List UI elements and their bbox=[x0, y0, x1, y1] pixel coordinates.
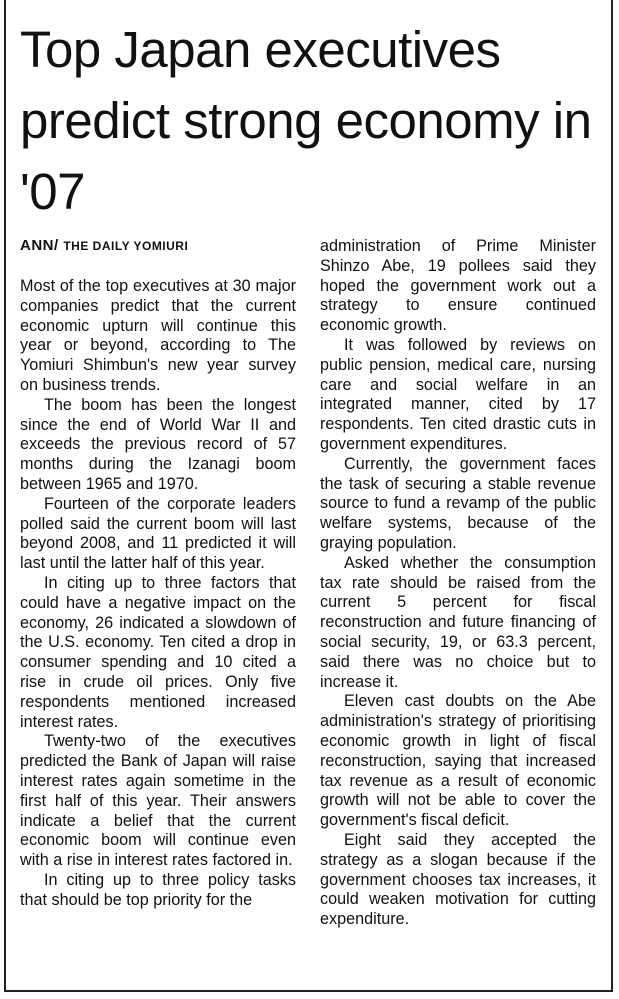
paragraph: It was followed by reviews on public pension, medical care, nursing care and social welfare in an integrated manner, cited by 17 respondents. Ten cited drastic cuts in government expenditures. bbox=[320, 335, 596, 453]
paragraph: Twenty-two of the executives predicted the Bank of Japan will raise interest rates again sometime in the first half of this year. Their answers indicate a belief that the current economic boom will continue even with a rise in interest rates factored in. bbox=[20, 732, 296, 870]
left-column bbox=[20, 277, 296, 911]
bottom-border-rule bbox=[4, 990, 613, 992]
paragraph: Eleven cast doubts on the Abe administration's strategy of prioritising economic growth in light of fiscal reconstruction, saying that increased tax revenue as a result of economic growth will not be able to cover the government's fiscal deficit. bbox=[320, 692, 596, 830]
byline-source: THE DAILY YOMIURI bbox=[63, 239, 189, 253]
paragraph: Most of the top executives at 30 major companies predict that the current economic upturn will continue this year or beyond, according to The Yomiuri Shimbun's new year survey on business trends. bbox=[20, 277, 296, 394]
paragraph: Eight said they accepted the strategy as a slogan because if the government chooses tax increases, it could weaken motivation for cutting expenditure. bbox=[320, 830, 596, 929]
right-column bbox=[320, 237, 596, 930]
paragraph: The boom has been the longest since the end of World War II and exceeds the previous record of 57 months during the Izanagi boom between 1965 and 1970. bbox=[20, 395, 296, 493]
left-border-rule bbox=[4, 0, 6, 992]
paragraph: Fourteen of the corporate leaders polled said the current boom will last beyond 2008, and 11 predicted it will last until the latter half of this year. bbox=[20, 494, 296, 573]
byline-prefix: ANN/ bbox=[20, 237, 64, 254]
paragraph: administration of Prime Minister Shinzo Abe, 19 pollees said they hoped the government work out a strategy to ensure continued economic growth. bbox=[320, 237, 596, 335]
paragraph: In citing up to three policy tasks that should be top priority for the bbox=[20, 870, 296, 909]
right-border-rule bbox=[611, 0, 613, 992]
paragraph: Asked whether the consumption tax rate should be raised from the current 5 percent for fiscal reconstruction and future financing of social security, 19, or 63.3 percent, said there was no choice but to increase it. bbox=[320, 553, 596, 691]
paragraph: Currently, the government faces the task of securing a stable revenue source to fund a revamp of the public welfare systems, because of the graying population. bbox=[320, 454, 596, 552]
headline: Top Japan executives predict strong economy in '07 bbox=[20, 21, 592, 220]
paragraph: In citing up to three factors that could have a negative impact on the economy, 26 indicated a slowdown of the U.S. economy. Ten cited a drop in consumer spending and 10 cited a rise in crude oil prices. Only five respondents mentioned increased interest rates. bbox=[20, 573, 296, 731]
byline bbox=[20, 236, 310, 256]
